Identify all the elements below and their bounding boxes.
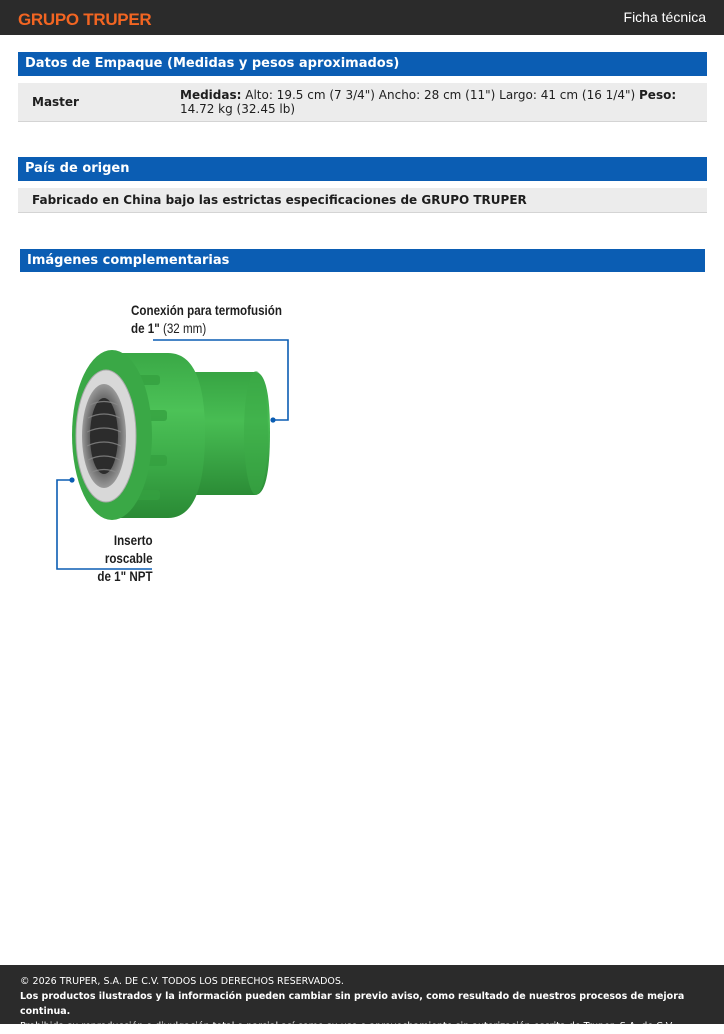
row-label-master: Master [32, 95, 79, 109]
callout-bottom-line1: Inserto roscable [104, 533, 153, 566]
images-section-title: Imágenes complementarias [20, 249, 705, 272]
packaging-section-title: Datos de Empaque (Medidas y pesos aproximados) [18, 52, 707, 76]
table-row [18, 188, 707, 213]
footer [0, 965, 724, 1032]
callout-top-line2-regular: (32 mm) [159, 321, 207, 336]
truper-logo: GRUPO TRUPER [18, 10, 152, 29]
origin-text: Fabricado en China bajo las estrictas especificaciones de GRUPO TRUPER [32, 193, 527, 207]
measures-value: Alto: 19.5 cm (7 3/4") Ancho: 28 cm (11") Largo: 41 cm (16 1/4") [241, 88, 640, 102]
callout-bottom-line2: de 1" NPT [97, 569, 153, 584]
origin-section-title: País de origen [18, 157, 707, 181]
callout-top-line2: de 1" [131, 321, 160, 336]
weight-value: 14.72 kg (32.45 lb) [180, 102, 296, 116]
footer-notice: Los productos ilustrados y la información pueden cambiar sin previo aviso, como resultado de nuestros procesos de mejora continua. [20, 991, 685, 1017]
header-bar [0, 0, 724, 35]
row-value-measures [180, 88, 685, 116]
callout-top-line1: Conexión para termofusión [131, 303, 282, 318]
callout-bottom [64, 532, 153, 586]
footer-copyright: © 2026 TRUPER, S.A. DE C.V. TODOS LOS DERECHOS RESERVADOS. [20, 976, 344, 987]
footer-prohibition: Prohibida su reproducción o divulgación total o parcial así como su uso o aprovechamiento sin autorización escrita de Truper, S.A. de C.V. [20, 1021, 675, 1032]
table-row [18, 83, 707, 122]
measures-label: Medidas: [180, 88, 242, 102]
weight-label: Peso: [639, 88, 677, 102]
document-type: Ficha técnica [623, 9, 706, 25]
callout-top [131, 302, 282, 338]
